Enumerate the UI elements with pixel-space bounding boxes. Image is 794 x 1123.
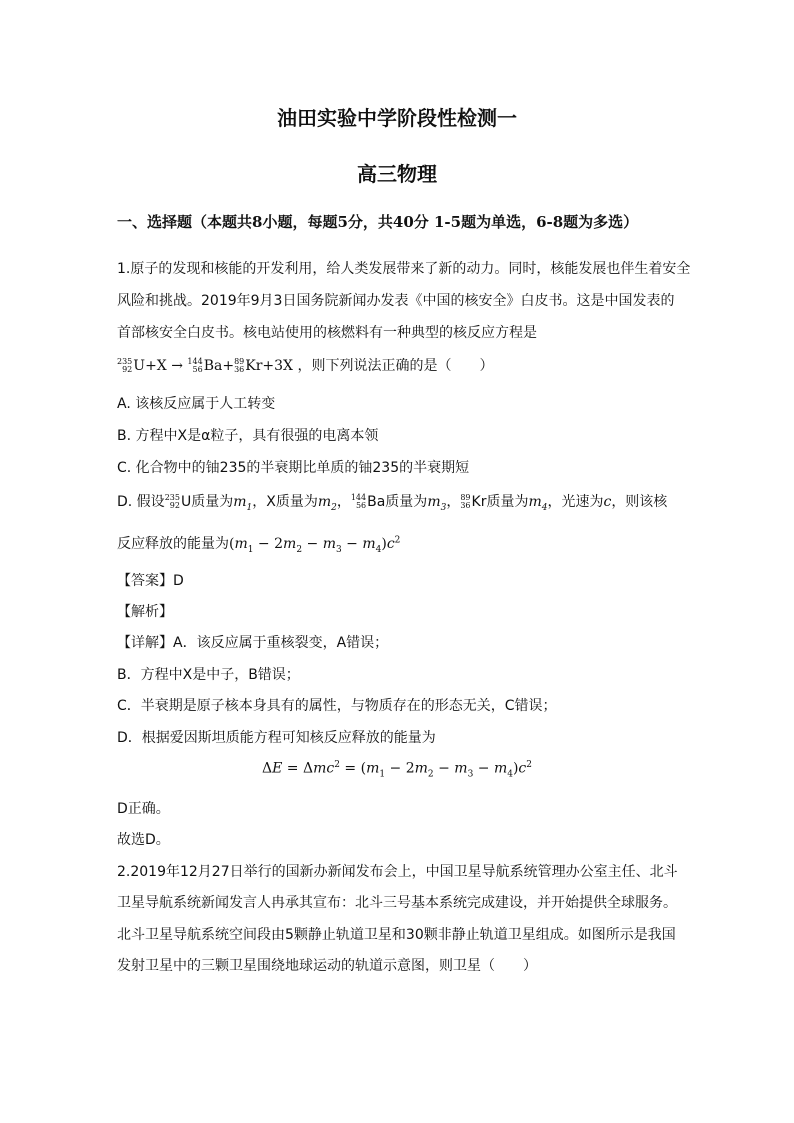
detail-c: C．半衰期是原子核本身具有的属性，与物质存在的形态无关，C错误； xyxy=(117,698,557,714)
q1-line-1: 1.原子的发现和核能的开发利用，给人类发展带来了新的动力。同时，核能发展也伴生着安全 xyxy=(117,261,691,277)
option-d-line-2: 反应释放的能量为$(m_1 - 2m_2 - m_3 - m_4)c^2$ xyxy=(117,535,401,555)
q1-question: ，则下列说法正确的是（ ） xyxy=(297,358,494,374)
q2-line-2: 卫星导航系统新闻发言人冉承其宣布：北斗三号基本系统完成建设，并开始提供全球服务。 xyxy=(117,895,677,911)
energy-formula: $(m_1 - 2m_2 - m_3 - m_4)c^2$ xyxy=(229,535,401,555)
option-b: B. 方程中X是α粒子，具有很强的电离本领 xyxy=(117,428,379,444)
option-a: A. 该核反应属于人工转变 xyxy=(117,396,276,412)
detail-b: B．方程中X是中子，B错误； xyxy=(117,667,300,683)
q2-line-3: 北斗卫星导航系统空间段由5颗静止轨道卫星和30颗非静止轨道卫星组成。如图所示是我国 xyxy=(117,927,676,943)
nuclear-reaction-equation: 235 92 U+X → 144 56 Ba+ 89 36 Kr+3X xyxy=(117,357,298,374)
correct-line: D正确。 xyxy=(117,801,170,817)
choose-line: 故选D。 xyxy=(117,832,170,848)
detail-a: 【详解】A．该反应属于重核裂变，A错误； xyxy=(117,635,389,651)
mass-energy-equation: $\Delta E = \Delta mc^2 = (m_1 - 2m_2 - m_3 - m_4)c^2$ xyxy=(262,760,532,780)
detail-d: D．根据爱因斯坦质能方程可知核反应释放的能量为 xyxy=(117,730,436,746)
page-title: 油田实验中学阶段性检测一 xyxy=(277,106,517,130)
answer-label: 【答案】D xyxy=(117,573,184,589)
section-heading: 一、选择题（本题共8小题，每题5分，共40分 1-5题为单选，6-8题为多选） xyxy=(117,213,639,231)
q2-line-1: 2.2019年12月27日举行的国新办新闻发布会上，中国卫星导航系统管理办公室主任、北斗 xyxy=(117,864,678,880)
q1-line-2: 风险和挑战。2019年9月3日国务院新闻办发表《中国的核安全》白皮书。这是中国发表的 xyxy=(117,293,675,309)
q2-line-4: 发射卫星中的三颗卫星围绕地球运动的轨道示意图，则卫星（ ） xyxy=(117,958,537,974)
q1-reaction-line xyxy=(117,355,493,375)
page-subtitle: 高三物理 xyxy=(357,162,437,186)
option-c: C. 化合物中的铀235的半衰期比单质的铀235的半衰期短 xyxy=(117,460,470,476)
analysis-label: 【解析】 xyxy=(117,604,173,620)
option-d: D. 假设 235 92 U质量为$m_1$，X质量为$m_2$， 144 56 Ba质量为$m_3$， 89 36 Kr质量为$m_4$，光速为c，则该核 xyxy=(117,493,668,513)
q1-line-3: 首部核安全白皮书。核电站使用的核燃料有一种典型的核反应方程是 xyxy=(117,325,537,341)
